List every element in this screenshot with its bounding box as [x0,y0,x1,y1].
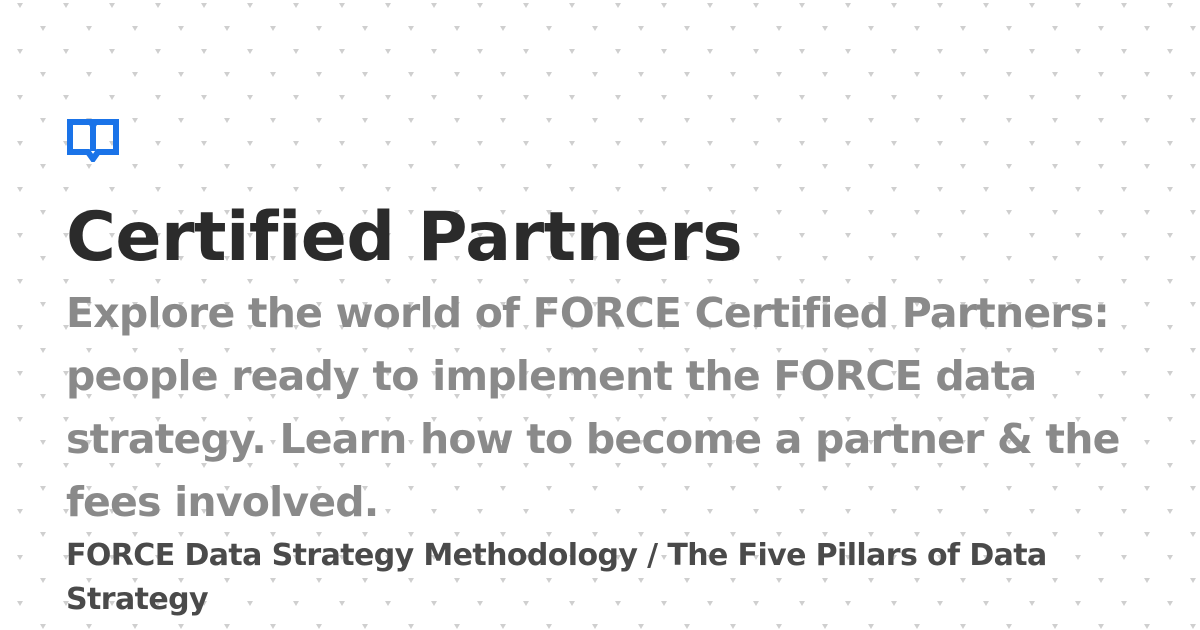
page-title: Certified Partners [66,198,743,277]
hero-content [66,118,1176,622]
book-icon [66,118,120,162]
breadcrumb[interactable]: FORCE Data Strategy Methodology / The Five Pillars of Data Strategy [66,538,1047,617]
page-description: Explore the world of FORCE Certified Partners: people ready to implement the FORCE data strategy. Learn how to become a partner & the fees involved. [66,289,1120,526]
